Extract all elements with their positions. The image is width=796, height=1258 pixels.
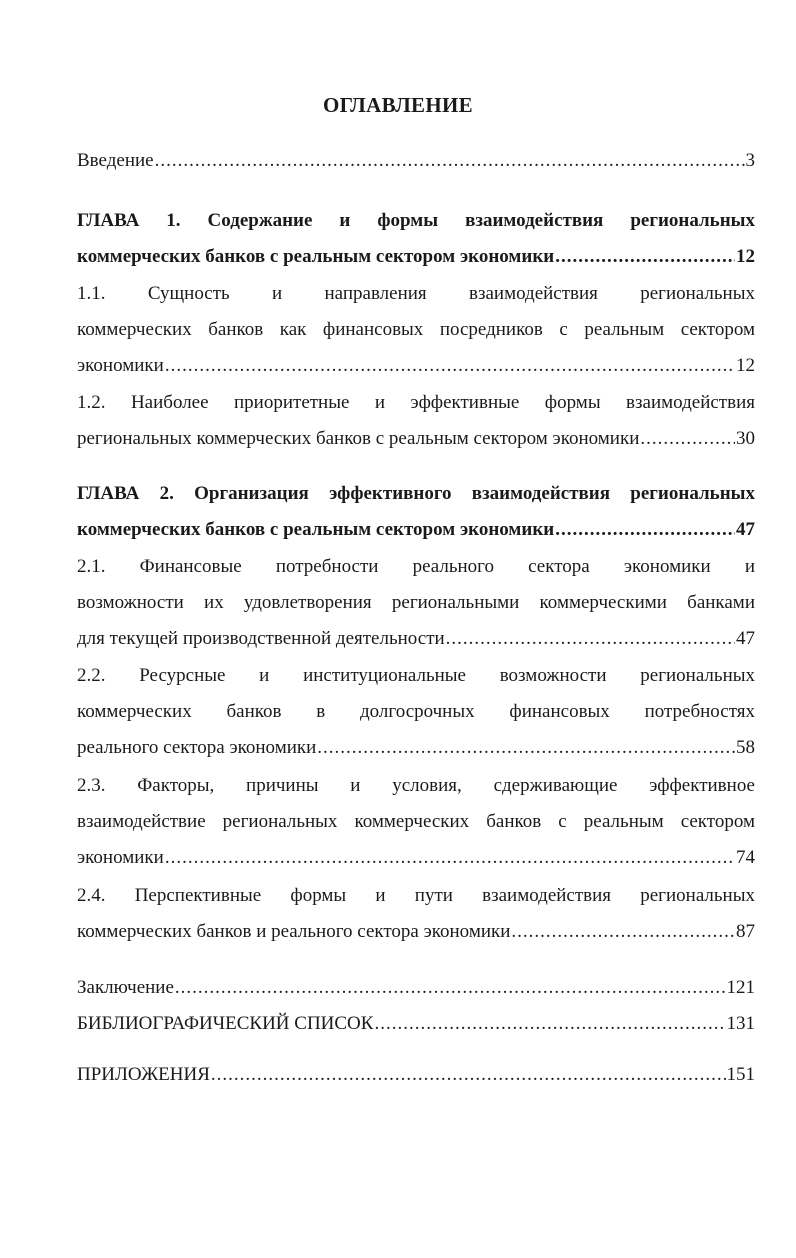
leader-dots [555,239,735,275]
toc-section-line: 2.4. Перспективные формы и пути взаимодействия региональных [77,885,755,906]
toc-label: ПРИЛОЖЕНИЯ [77,1064,210,1085]
leader-dots [555,512,735,548]
toc-section-line: коммерческих банков как финансовых посредников с реальным сектором [77,319,755,340]
toc-entry-intro [77,143,755,179]
toc-heading-line: коммерческих банков с реальным сектором экономики [77,519,555,540]
toc-page-number: 121 [726,977,755,998]
toc-heading-line: коммерческих банков с реальным сектором экономики [77,246,555,267]
toc-section-line: 2.1. Финансовые потребности реального сектора экономики и [77,556,755,577]
toc-section-line: 1.1. Сущность и направления взаимодействия региональных [77,283,755,304]
toc-page-number: 58 [736,737,755,758]
toc-section-line: коммерческих банков в долгосрочных финансовых потребностях [77,701,755,722]
toc-section-line: для текущей производственной деятельности [77,628,445,649]
toc-entry-section-1-2 [77,385,755,457]
toc-section-line: экономики [77,355,164,376]
leader-dots [175,970,726,1006]
toc-page-number: 47 [736,519,755,540]
toc-page-number: 3 [745,150,755,171]
toc-label: БИБЛИОГРАФИЧЕСКИЙ СПИСОК [77,1013,374,1034]
toc-entry-section-2-2 [77,658,755,766]
toc-section-line: экономики [77,847,164,868]
leader-dots [165,840,735,876]
toc-entry-section-1-1 [77,276,755,384]
leader-dots [511,914,735,950]
leader-dots [317,730,735,766]
toc-page-number: 151 [726,1064,755,1085]
toc-section-line: коммерческих банков и реального сектора экономики [77,921,511,942]
toc-page-number: 74 [736,847,755,868]
toc-page-number: 30 [736,428,755,449]
toc-entry-section-2-4 [77,878,755,950]
leader-dots [165,348,735,384]
toc-page-number: 12 [736,355,755,376]
toc-entry-bibliography [77,1006,755,1042]
toc-entry-chapter-1 [77,203,755,275]
leader-dots [155,143,745,179]
leader-dots [446,621,735,657]
toc-entry-section-2-3 [77,768,755,876]
toc-section-line: возможности их удовлетворения региональными коммерческими банками [77,592,755,613]
leader-dots [374,1006,725,1042]
toc-heading-line: ГЛАВА 1. Содержание и формы взаимодействия региональных [77,210,755,231]
toc-entry-appendix [77,1057,755,1093]
leader-dots [640,421,735,457]
toc-page-number: 87 [736,921,755,942]
toc-label: Заключение [77,977,174,998]
toc-section-line: взаимодействие региональных коммерческих банков с реальным сектором [77,811,755,832]
toc-entry-conclusion [77,970,755,1006]
toc-section-line: региональных коммерческих банков с реальным сектором экономики [77,428,640,449]
page-title: ОГЛАВЛЕНИЕ [323,93,473,117]
toc-section-line: 2.2. Ресурсные и институциональные возможности региональных [77,665,755,686]
toc-section-line: реального сектора экономики [77,737,317,758]
toc-entry-chapter-2 [77,476,755,548]
leader-dots [211,1057,726,1093]
toc-page-number: 47 [736,628,755,649]
toc-heading-line: ГЛАВА 2. Организация эффективного взаимодействия региональных [77,483,755,504]
toc-section-line: 2.3. Факторы, причины и условия, сдерживающие эффективное [77,775,755,796]
toc-label: Введение [77,150,154,171]
toc-page-number: 12 [736,246,755,267]
toc-entry-section-2-1 [77,549,755,657]
toc-section-line: 1.2. Наиболее приоритетные и эффективные формы взаимодействия [77,392,755,413]
toc-page-number: 131 [726,1013,755,1034]
